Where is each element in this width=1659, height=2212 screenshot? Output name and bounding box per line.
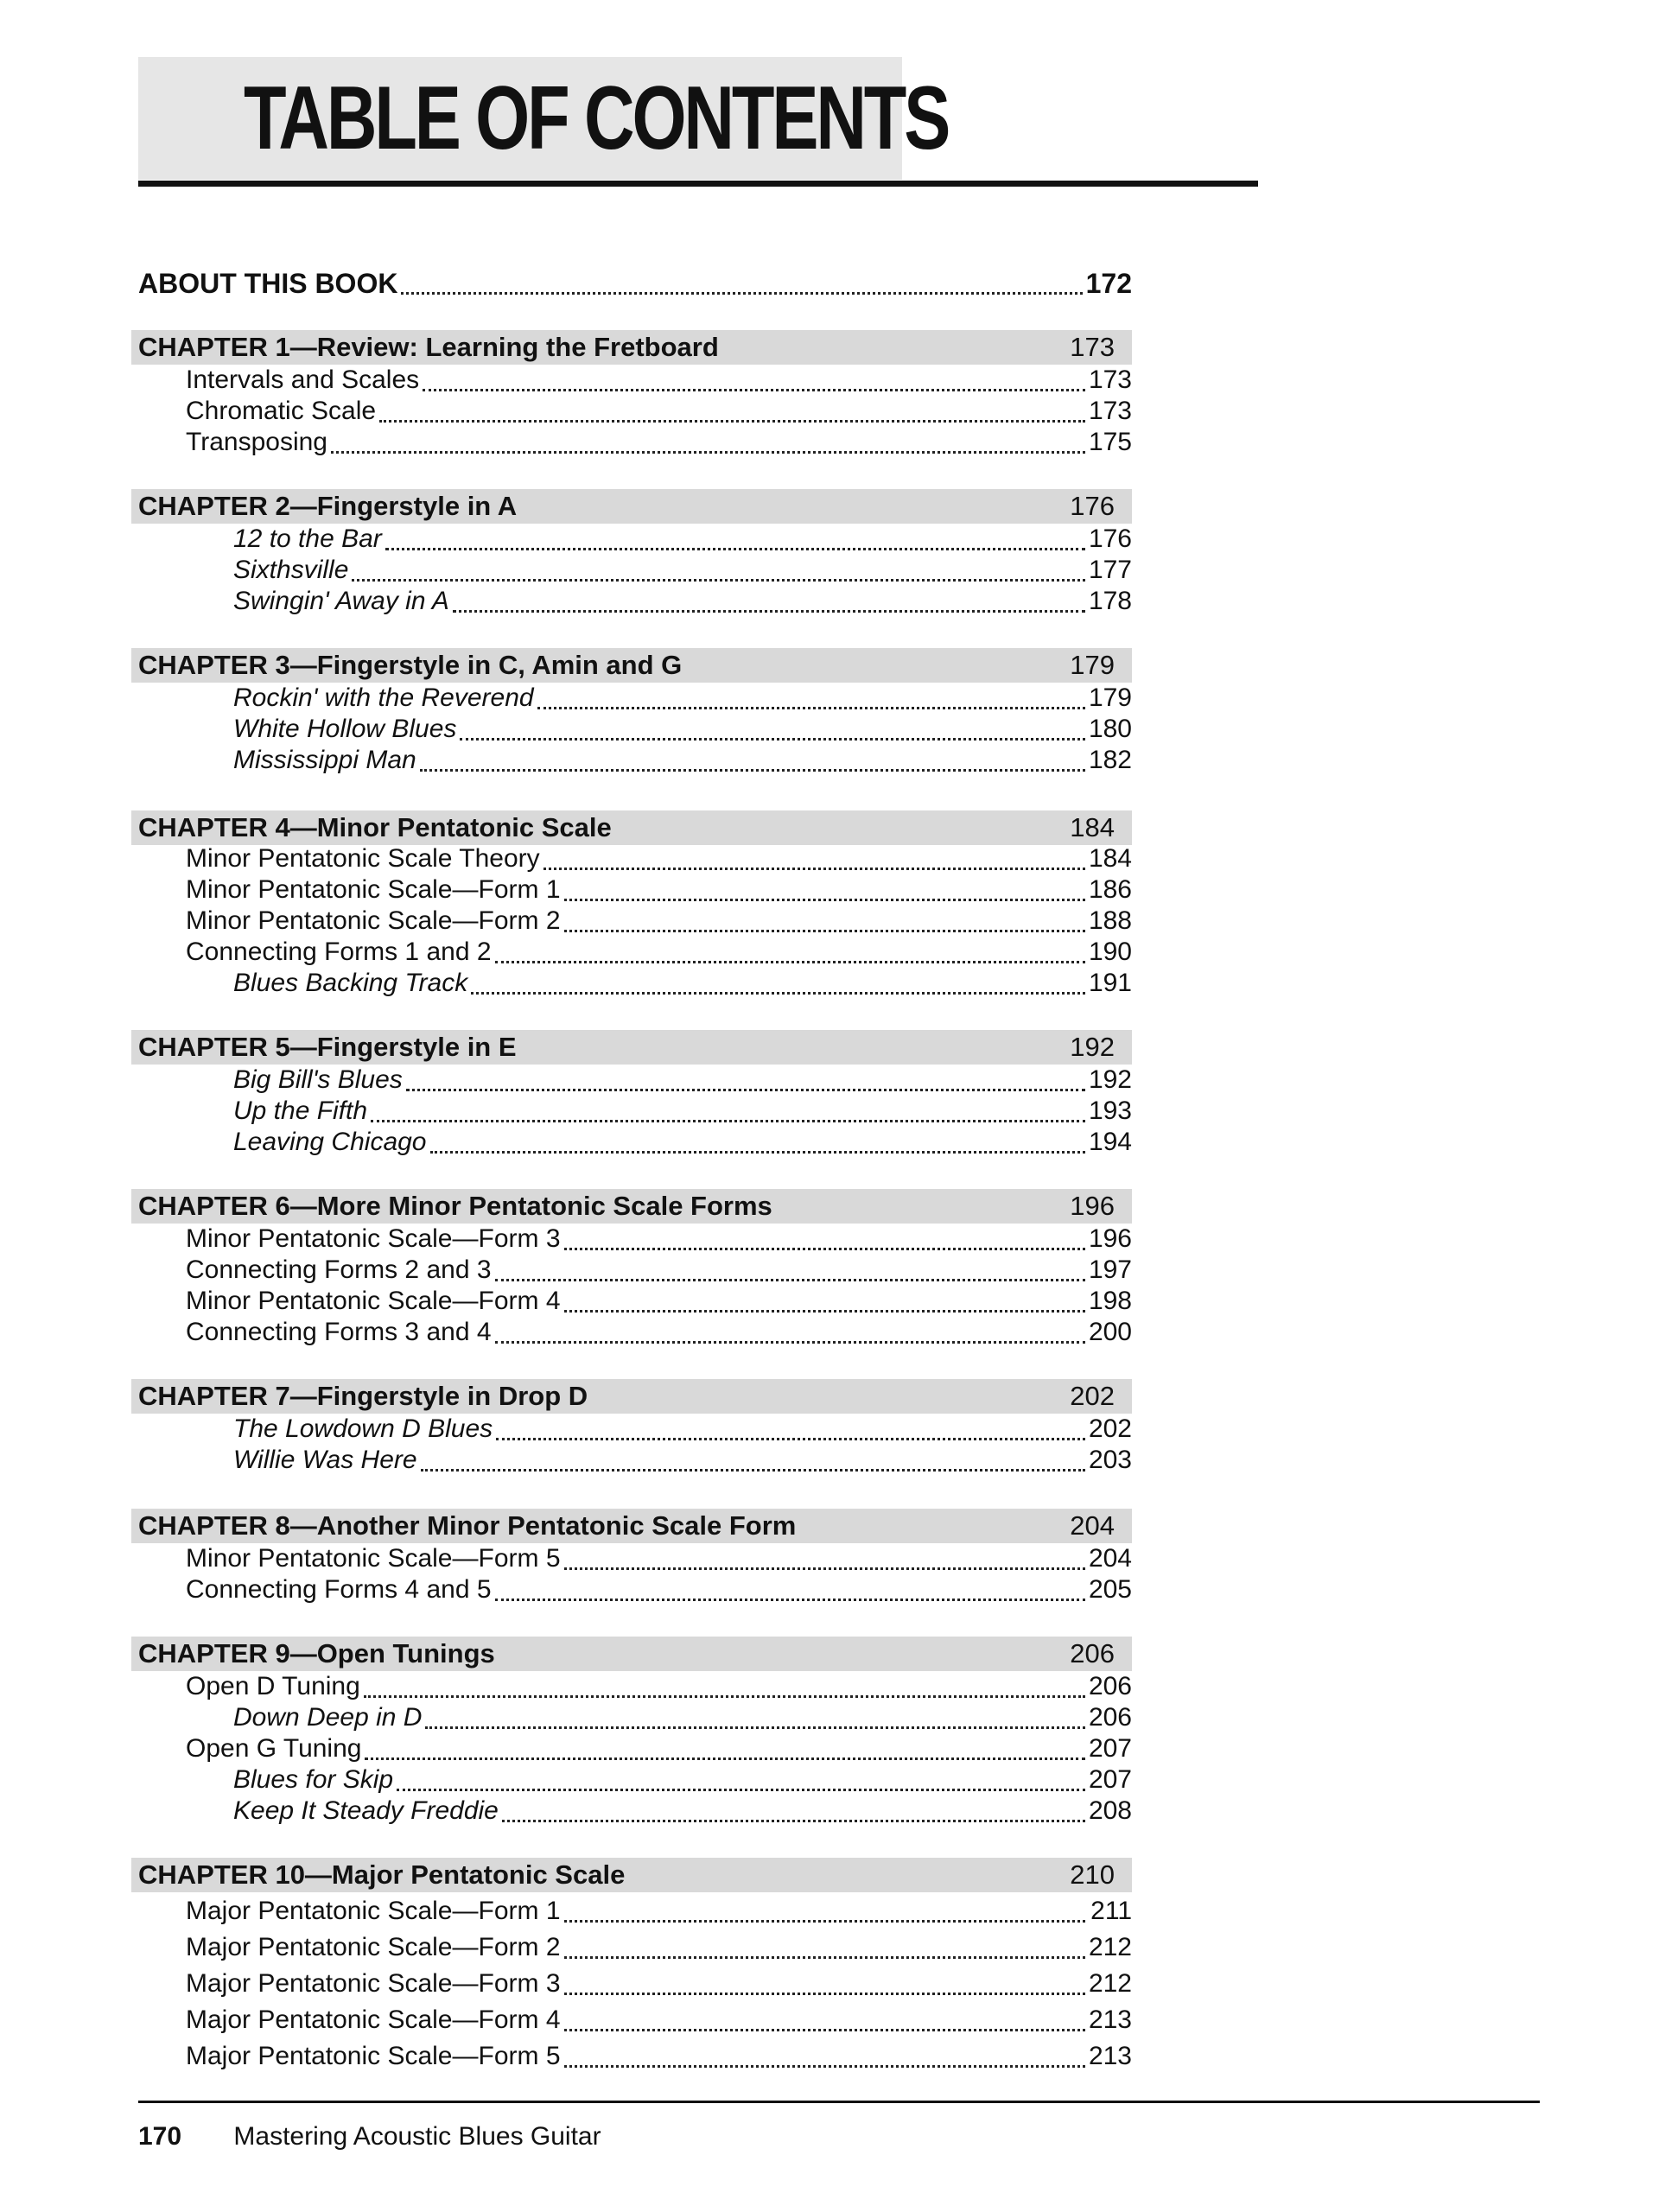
entry-title: Swingin' Away in A	[233, 587, 449, 615]
toc-entry	[138, 1796, 1132, 1827]
dot-leader	[495, 1255, 1085, 1281]
entry-title: Major Pentatonic Scale—Form 3	[186, 1969, 561, 1998]
entry-page-number: 196	[1088, 1224, 1132, 1253]
entry-title: Chromatic Scale	[186, 397, 377, 425]
chapter-heading	[131, 810, 1132, 845]
entry-page-number: 173	[1070, 332, 1115, 362]
entry-title: White Hollow Blues	[233, 715, 457, 743]
entry-page-number: 194	[1088, 1128, 1132, 1156]
dot-leader	[564, 906, 1085, 932]
entry-title: Connecting Forms 4 and 5	[186, 1575, 492, 1604]
entry-title: Willie Was Here	[233, 1446, 417, 1474]
entry-title: Minor Pentatonic Scale—Form 3	[186, 1224, 561, 1253]
entry-page-number: 196	[1070, 1191, 1115, 1221]
dot-leader	[430, 1127, 1085, 1154]
dot-leader	[564, 1968, 1085, 1995]
dot-leader	[421, 1445, 1085, 1471]
title-rule	[138, 181, 1258, 187]
entry-title: CHAPTER 6—More Minor Pentatonic Scale Forms	[138, 1191, 772, 1221]
entry-page-number: 208	[1088, 1796, 1132, 1825]
dot-leader	[564, 1896, 1085, 1923]
dot-leader	[495, 1574, 1085, 1601]
toc-entry	[138, 1224, 1132, 1255]
entry-page-number: 207	[1088, 1734, 1132, 1763]
entry-page-number: 204	[1070, 1510, 1115, 1541]
entry-title: Major Pentatonic Scale—Form 1	[186, 1897, 561, 1925]
entry-title: CHAPTER 3—Fingerstyle in C, Amin and G	[138, 650, 683, 680]
entry-title: Big Bill's Blues	[233, 1065, 403, 1094]
toc-entry	[138, 1574, 1132, 1605]
dot-leader	[401, 268, 1082, 295]
chapter-heading	[131, 1509, 1132, 1543]
toc-entry	[138, 1414, 1132, 1445]
entry-page-number: 173	[1088, 365, 1132, 394]
entry-title: Minor Pentatonic Scale Theory	[186, 844, 540, 873]
dot-leader	[453, 586, 1085, 613]
entry-title: CHAPTER 7—Fingerstyle in Drop D	[138, 1381, 588, 1411]
dot-leader	[564, 2005, 1085, 2031]
dot-leader	[460, 714, 1085, 741]
chapter-heading	[131, 648, 1132, 683]
dot-leader	[495, 937, 1085, 963]
entry-page-number: 176	[1088, 524, 1132, 553]
entry-title: CHAPTER 5—Fingerstyle in E	[138, 1032, 517, 1062]
entry-page-number: 179	[1070, 650, 1115, 680]
dot-leader	[471, 968, 1085, 995]
entry-title: Blues Backing Track	[233, 969, 468, 997]
toc-entry	[138, 586, 1132, 617]
dot-leader	[543, 843, 1085, 870]
dot-leader	[425, 1702, 1085, 1729]
entry-page-number: 192	[1070, 1032, 1115, 1062]
entry-title: Minor Pentatonic Scale—Form 1	[186, 875, 561, 904]
dot-leader	[371, 1096, 1085, 1122]
entry-title: Major Pentatonic Scale—Form 4	[186, 2005, 561, 2034]
entry-title: Minor Pentatonic Scale—Form 2	[186, 906, 561, 935]
toc-entry	[138, 2005, 1132, 2036]
entry-title: 12 to the Bar	[233, 524, 382, 553]
dot-leader	[365, 1733, 1084, 1760]
entry-page-number: 205	[1088, 1575, 1132, 1604]
entry-page-number: 173	[1088, 397, 1132, 425]
page-footer	[138, 2122, 601, 2152]
dot-leader	[379, 396, 1085, 423]
entry-title: CHAPTER 2—Fingerstyle in A	[138, 491, 518, 521]
toc-entry	[138, 1702, 1132, 1733]
entry-title: Connecting Forms 2 and 3	[186, 1255, 492, 1284]
toc-entry	[138, 1065, 1132, 1096]
entry-page-number: 180	[1088, 715, 1132, 743]
entry-page-number: 202	[1070, 1381, 1115, 1411]
entry-title: CHAPTER 10—Major Pentatonic Scale	[138, 1859, 626, 1890]
footer-book-title: Mastering Acoustic Blues Guitar	[233, 2122, 601, 2151]
dot-leader	[397, 1764, 1085, 1791]
toc-entry	[138, 1445, 1132, 1476]
entry-page-number: 175	[1088, 428, 1132, 456]
chapter-heading	[131, 1858, 1132, 1892]
toc-entry	[138, 1096, 1132, 1127]
entry-page-number: 178	[1088, 587, 1132, 615]
dot-leader	[420, 745, 1085, 772]
entry-page-number: 191	[1088, 969, 1132, 997]
entry-title: Intervals and Scales	[186, 365, 420, 394]
entry-title: Leaving Chicago	[233, 1128, 427, 1156]
entry-page-number: 212	[1088, 1933, 1132, 1961]
entry-title: Open D Tuning	[186, 1672, 360, 1700]
toc-entry	[138, 745, 1132, 776]
dot-leader	[502, 1796, 1085, 1822]
dot-leader	[537, 683, 1085, 709]
dot-leader	[495, 1317, 1085, 1344]
footer-rule	[138, 2101, 1540, 2103]
toc-entry	[138, 1127, 1132, 1158]
dot-leader	[564, 1543, 1085, 1570]
entry-title: Major Pentatonic Scale—Form 5	[186, 2042, 561, 2070]
toc-entry	[138, 968, 1132, 999]
chapter-heading	[131, 1030, 1132, 1065]
chapter-heading	[131, 1379, 1132, 1414]
chapter-heading	[131, 1189, 1132, 1224]
toc-entry	[138, 1317, 1132, 1348]
toc-entry	[138, 396, 1132, 427]
entry-page-number: 202	[1088, 1414, 1132, 1443]
entry-page-number: 206	[1088, 1672, 1132, 1700]
entry-page-number: 211	[1090, 1897, 1132, 1925]
entry-title: The Lowdown D Blues	[233, 1414, 493, 1443]
dot-leader	[331, 427, 1085, 454]
entry-page-number: 206	[1088, 1703, 1132, 1732]
toc-entry	[138, 1286, 1132, 1317]
entry-page-number: 172	[1085, 268, 1132, 299]
page-title: TABLE OF CONTENTS	[244, 68, 949, 168]
toc-entry	[138, 268, 1132, 299]
entry-title: CHAPTER 9—Open Tunings	[138, 1638, 495, 1669]
toc-entry	[138, 874, 1132, 906]
toc-entry	[138, 683, 1132, 714]
dot-leader	[406, 1065, 1085, 1091]
entry-title: Minor Pentatonic Scale—Form 5	[186, 1544, 561, 1573]
entry-title: Connecting Forms 3 and 4	[186, 1318, 492, 1346]
entry-page-number: 212	[1088, 1969, 1132, 1998]
chapter-heading	[131, 489, 1132, 524]
dot-leader	[564, 1932, 1085, 1959]
entry-page-number: 192	[1088, 1065, 1132, 1094]
entry-page-number: 193	[1088, 1096, 1132, 1125]
entry-page-number: 184	[1070, 812, 1115, 842]
toc-entry	[138, 2041, 1132, 2072]
entry-page-number: 213	[1088, 2042, 1132, 2070]
toc-entry	[138, 524, 1132, 555]
dot-leader	[564, 1286, 1085, 1313]
entry-page-number: 182	[1088, 746, 1132, 774]
entry-page-number: 210	[1070, 1859, 1115, 1890]
toc-entry	[138, 937, 1132, 968]
entry-page-number: 186	[1088, 875, 1132, 904]
toc-entry	[138, 714, 1132, 745]
toc-entry	[138, 906, 1132, 937]
entry-page-number: 190	[1088, 938, 1132, 966]
entry-page-number: 188	[1088, 906, 1132, 935]
entry-title: Major Pentatonic Scale—Form 2	[186, 1933, 561, 1961]
toc-entry	[138, 1733, 1132, 1764]
entry-page-number: 179	[1088, 683, 1132, 712]
toc-entry	[138, 1968, 1132, 1999]
entry-page-number: 177	[1088, 556, 1132, 584]
chapter-heading	[131, 1637, 1132, 1671]
toc-entry	[138, 427, 1132, 458]
entry-title: Mississippi Man	[233, 746, 416, 774]
dot-leader	[385, 524, 1085, 550]
entry-page-number: 203	[1088, 1446, 1132, 1474]
toc-entry	[138, 555, 1132, 586]
entry-page-number: 213	[1088, 2005, 1132, 2034]
entry-title: Transposing	[186, 428, 327, 456]
entry-title: Open G Tuning	[186, 1734, 362, 1763]
dot-leader	[496, 1414, 1085, 1440]
entry-title: CHAPTER 1—Review: Learning the Fretboard	[138, 332, 719, 362]
dot-leader	[352, 555, 1085, 582]
dot-leader	[364, 1671, 1085, 1698]
entry-title: Connecting Forms 1 and 2	[186, 938, 492, 966]
entry-title: Up the Fifth	[233, 1096, 368, 1125]
entry-page-number: 204	[1088, 1544, 1132, 1573]
entry-page-number: 206	[1070, 1638, 1115, 1669]
entry-title: Keep It Steady Freddie	[233, 1796, 499, 1825]
entry-page-number: 176	[1070, 491, 1115, 521]
entry-page-number: 184	[1088, 844, 1132, 873]
entry-title: CHAPTER 8—Another Minor Pentatonic Scale Form	[138, 1510, 797, 1541]
toc-entry	[138, 365, 1132, 396]
toc-entry	[138, 843, 1132, 874]
entry-title: Minor Pentatonic Scale—Form 4	[186, 1287, 561, 1315]
entry-page-number: 200	[1088, 1318, 1132, 1346]
entry-title: Sixthsville	[233, 556, 349, 584]
entry-title: Blues for Skip	[233, 1765, 394, 1794]
footer-page-number: 170	[138, 2122, 182, 2151]
entry-page-number: 207	[1088, 1765, 1132, 1794]
toc-entry	[138, 1896, 1132, 1927]
toc-entry	[138, 1764, 1132, 1796]
dot-leader	[564, 874, 1085, 901]
toc-entry	[138, 1671, 1132, 1702]
entry-title: Rockin' with the Reverend	[233, 683, 534, 712]
toc-entry	[138, 1932, 1132, 1963]
toc-entry	[138, 1255, 1132, 1286]
entry-title: Down Deep in D	[233, 1703, 423, 1732]
toc-entry	[138, 1543, 1132, 1574]
entry-page-number: 198	[1088, 1287, 1132, 1315]
entry-title: ABOUT THIS BOOK	[138, 268, 398, 299]
dot-leader	[423, 365, 1085, 391]
entry-title: CHAPTER 4—Minor Pentatonic Scale	[138, 812, 612, 842]
dot-leader	[564, 2041, 1085, 2068]
entry-page-number: 197	[1088, 1255, 1132, 1284]
chapter-heading	[131, 330, 1132, 365]
dot-leader	[564, 1224, 1085, 1250]
